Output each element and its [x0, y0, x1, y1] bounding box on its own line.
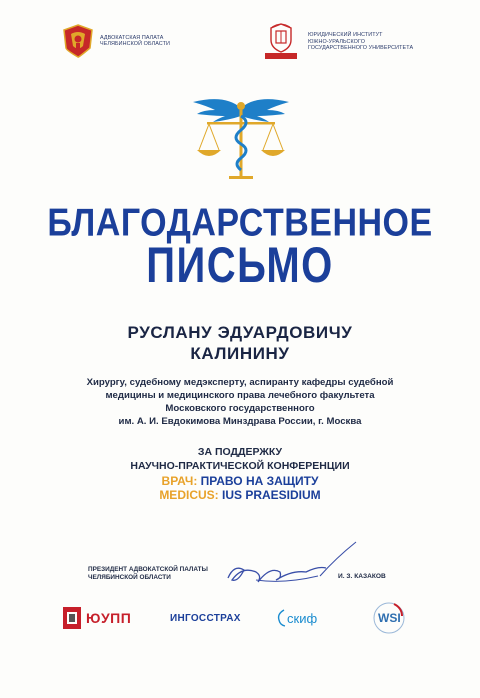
sponsor-yupp [62, 606, 131, 630]
reason-line-2: НАУЧНО-ПРАКТИЧЕСКОЙ КОНФЕРЕНЦИИ [130, 460, 350, 472]
conference-title-ru: ВРАЧ: ПРАВО НА ЗАЩИТУ [161, 474, 319, 488]
title-line-1: БЛАГОДАРСТВЕННОЕ [47, 201, 433, 245]
recipient-name-line-2: КАЛИНИНУ [190, 344, 290, 363]
yupp-label: ЮУПП [86, 610, 132, 626]
skif-swirl-icon [276, 608, 286, 628]
bar-association-logo [62, 24, 170, 58]
law-institute-logo [262, 22, 413, 62]
ingosstrakh-label: ИНГОССТРАХ [170, 613, 241, 624]
bar-association-name: АДВОКАТСКАЯ ПАЛАТА ЧЕЛЯБИНСКОЙ ОБЛАСТИ [100, 34, 170, 47]
sponsor-skif [276, 608, 317, 628]
conference-title-la: MEDICUS: IUS PRAESIDIUM [159, 488, 321, 502]
signatory-name: И. З. КАЗАКОВ [338, 573, 386, 580]
recipient-name-line-1: РУСЛАНУ ЭДУАРДОВИЧУ [127, 323, 353, 342]
caduceus-scales-icon [185, 86, 297, 186]
sponsor-ingosstrakh [170, 613, 241, 624]
wsi-label: WSI [378, 611, 401, 625]
handwritten-signature [222, 536, 362, 596]
law-institute-name: ЮРИДИЧЕСКИЙ ИНСТИТУТ ЮЖНО-УРАЛЬСКОГО ГОСУДАРСТВЕННОГО УНИВЕРСИТЕТА [308, 32, 414, 52]
institute-emblem-icon [262, 22, 300, 62]
reason-line-1: ЗА ПОДДЕРЖКУ [197, 446, 283, 458]
skif-label: скиф [287, 610, 318, 626]
recipient-description: Хирургу, судебному медэксперту, аспиранту кафедры судебной медицины и медицинского права лечебного факультета Московского государственного им. А. И. Евдокимова Минздрава России, г. Москва [86, 377, 394, 427]
yupp-logo-icon [62, 606, 82, 630]
signatory-role: ПРЕЗИДЕНТ АДВОКАТСКОЙ ПАЛАТЫ ЧЕЛЯБИНСКОЙ ОБЛАСТИ [88, 566, 208, 581]
wsi-logo-icon [372, 600, 406, 636]
coat-of-arms-icon [62, 24, 94, 58]
sponsor-wsi [372, 600, 406, 636]
title-line-2: ПИСЬМО [146, 238, 334, 294]
